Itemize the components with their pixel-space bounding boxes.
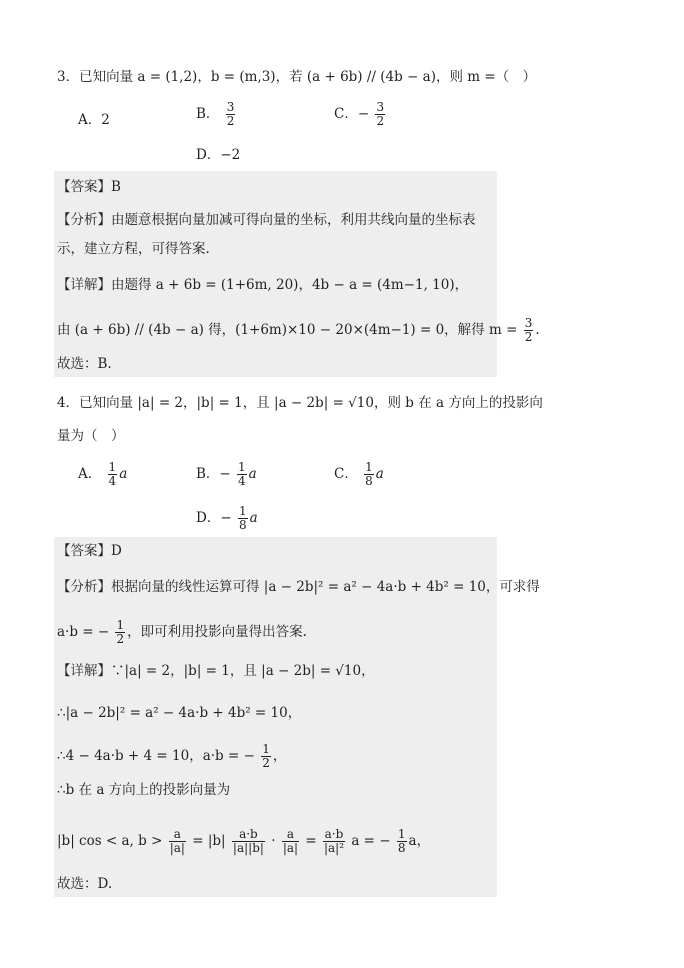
- q4-detail-line-5: |b| cos < a, b > $\frac{a}{|a|}$ = |b| $\frac{a\cdot b}{|a||b|}$ · $\frac{a}{|a|}$ = $\frac{a\cdot b}{\text{|a|²}}$ a = − $\frac{1}{8}$ a，: [57, 827, 431, 855]
- q3-analysis-line-1: 【分析】由题意根据向量加减可得向量的坐标，利用共线向量的坐标表: [57, 212, 476, 228]
- q3-detail-line-2: 由 (a + 6b) // (4b − a) 得，(1+6m)×10 − 20×(4m−1) = 0，解得 m = $\frac{3}{2}$ .: [57, 316, 540, 344]
- q3-stem: 3．已知向量 a = (1,2)，b = (m,3)，若 (a + 6b) // (4b − a)，则 m =（ ）: [57, 69, 537, 85]
- fraction: $\frac{1}{8}$: [365, 460, 373, 488]
- fraction: $\frac{1}{8}$: [238, 504, 247, 532]
- q4-stem-line-2: 量为（ ）: [57, 428, 125, 444]
- fraction: $\frac{1}{4}$: [238, 460, 246, 488]
- q4-stem-line-1: 4．已知向量 |a| = 2，|b| = 1，且 |a − 2b| = √10，则 b 在 a 方向上的投影向: [57, 395, 543, 411]
- fraction: $\frac{1}{2}$: [262, 742, 270, 770]
- fraction: $\frac{1}{4}$: [108, 460, 117, 488]
- q3-solution-panel: [54, 171, 497, 377]
- q4-option-c: C． $\frac{1}{8}$ a: [334, 460, 384, 488]
- q3-option-c: C．− $\frac{3}{2}$: [334, 100, 385, 128]
- fraction: $\frac{3}{2}$: [376, 100, 385, 128]
- q4-analysis-line-1: 【分析】根据向量的线性运算可得 |a − 2b|² = a² − 4a·b + 4b² = 10，可求得: [57, 579, 540, 595]
- fraction: $\frac{a}{|a|}$: [282, 827, 299, 855]
- q4-option-b: B．− $\frac{1}{4}$ a: [196, 460, 257, 488]
- q3-answer: 【答案】B: [57, 179, 121, 195]
- q3-detail-line-1: 【详解】由题得 a + 6b = (1+6m, 20)，4b − a = (4m−1, 10)，: [57, 277, 469, 293]
- q3-choose: 故选：B.: [57, 356, 112, 372]
- q4-detail-line-2: ∴|a − 2b|² = a² − 4a·b + 4b² = 10，: [57, 705, 302, 721]
- fraction: $\frac{a\cdot b}{\text{|a|²}}$: [323, 827, 345, 855]
- fraction: $\frac{1}{8}$: [397, 827, 406, 855]
- fraction: $\frac{a}{|a|}$: [169, 827, 185, 855]
- fraction: $\frac{a\cdot b}{|a||b|}$: [232, 827, 264, 855]
- q3-option-a: A．2: [78, 112, 110, 128]
- q4-option-a: A． $\frac{1}{4}$ a: [78, 460, 128, 488]
- fraction: $\frac{1}{2}$: [116, 618, 125, 646]
- q4-analysis-line-2: a·b = − $\frac{1}{2}$ ，即可利用投影向量得出答案.: [57, 618, 307, 646]
- q4-answer: 【答案】D: [57, 543, 122, 559]
- q4-detail-line-1: 【详解】∵|a| = 2，|b| = 1，且 |a − 2b| = √10，: [57, 663, 375, 679]
- fraction: $\frac{3}{2}$: [226, 100, 235, 128]
- q4-choose: 故选：D.: [57, 876, 113, 892]
- q3-option-b: B． $\frac{3}{2}$: [196, 100, 235, 128]
- q4-detail-line-3: ∴4 − 4a·b + 4 = 10，a·b = − $\frac{1}{2}$ ，: [57, 742, 287, 770]
- fraction: $\frac{3}{2}$: [524, 316, 533, 344]
- q3-option-d: D．−2: [196, 147, 241, 163]
- q4-detail-line-4: ∴b 在 a 方向上的投影向量为: [57, 782, 231, 798]
- q4-option-d: D．− $\frac{1}{8}$ a: [196, 504, 258, 532]
- q3-analysis-line-2: 示，建立方程，可得答案.: [57, 241, 210, 257]
